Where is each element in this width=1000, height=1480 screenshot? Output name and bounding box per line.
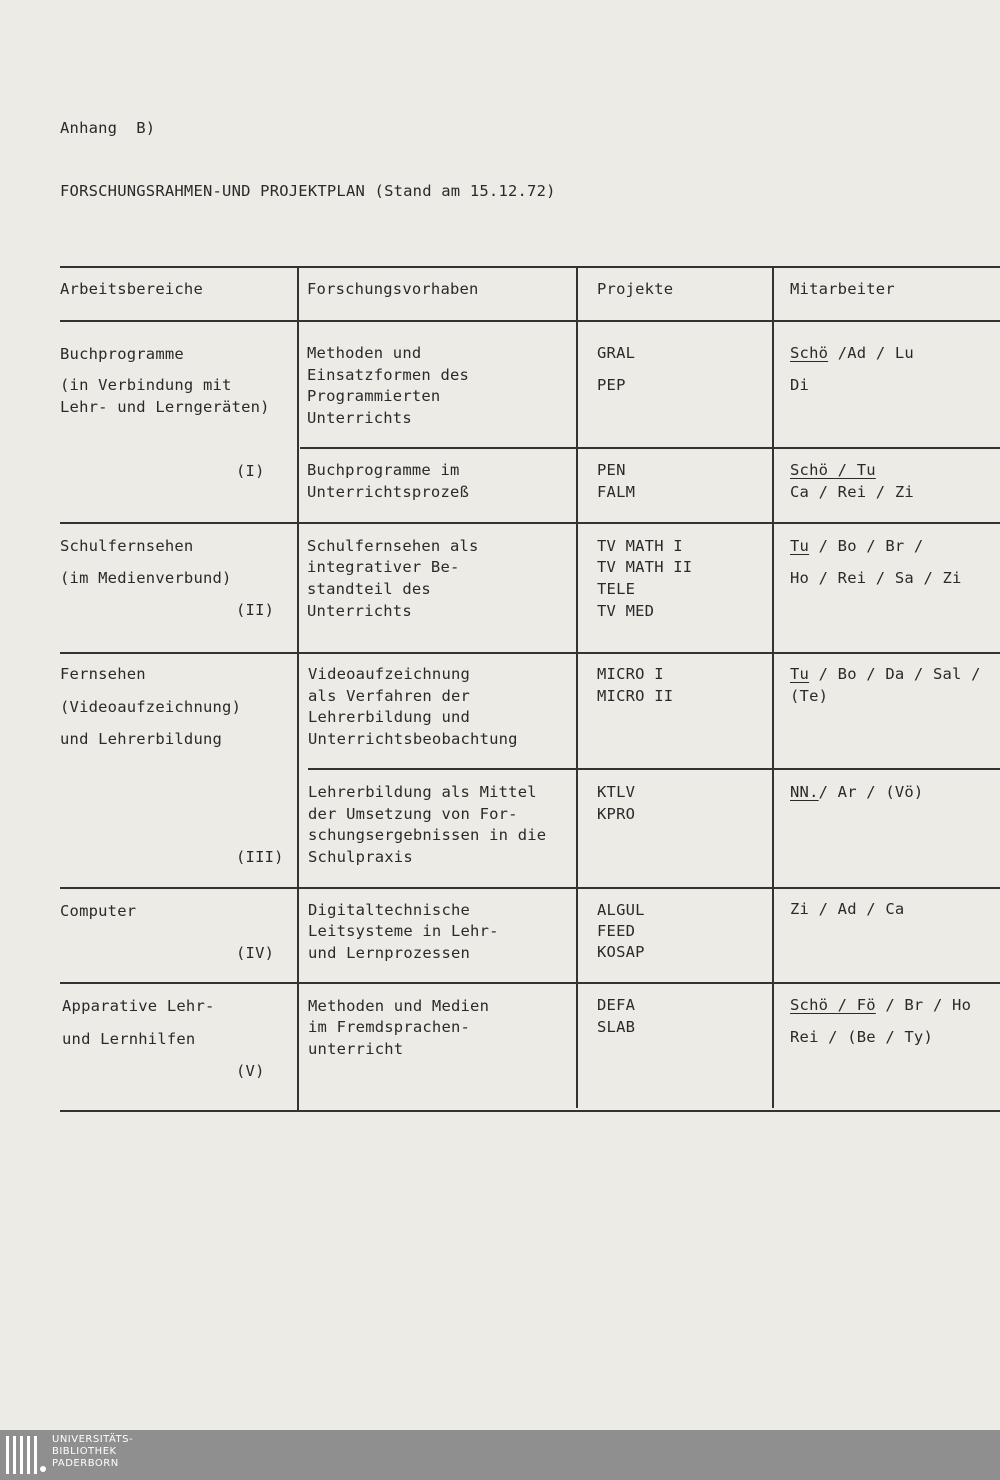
staff-list: (Te) [790, 687, 829, 705]
vorhaben-text: Methoden und [307, 344, 422, 362]
project-code: SLAB [597, 1018, 636, 1036]
staff-list: Di [790, 376, 810, 394]
area-number: (II) [236, 601, 275, 619]
staff-others: / Bo / Br / [809, 537, 924, 555]
staff-list [790, 664, 981, 686]
column-header-arbeitsbereiche: Arbeitsbereiche [60, 280, 203, 298]
project-code: KPRO [597, 805, 636, 823]
vorhaben-text: im Fremdsprachen- [308, 1018, 471, 1036]
staff-others: / Ar / (Vö) [818, 783, 924, 801]
project-code: DEFA [597, 996, 636, 1014]
column-header-forschungsvorhaben: Forschungsvorhaben [307, 280, 479, 298]
column-header-projekte: Projekte [597, 280, 674, 298]
area-label: Computer [60, 902, 137, 920]
project-code: TV MATH I [597, 537, 683, 555]
vorhaben-text: der Umsetzung von For- [308, 805, 518, 823]
project-code: KOSAP [597, 943, 645, 961]
staff-list: Zi / Ad / Ca [790, 900, 905, 918]
project-code: FEED [597, 922, 636, 940]
vorhaben-text: Einsatzformen des [307, 366, 470, 384]
project-code: FALM [597, 483, 636, 501]
area-label: und Lehrerbildung [60, 730, 223, 748]
appendix-label: Anhang B) [60, 119, 156, 137]
project-code: KTLV [597, 783, 636, 801]
vorhaben-text: unterricht [308, 1040, 404, 1058]
staff-lead: Schö / Tu [790, 461, 876, 479]
page-title: FORSCHUNGSRAHMEN-UND PROJEKTPLAN (Stand am 15.12.72) [60, 182, 556, 200]
area-label: Apparative Lehr- [62, 997, 215, 1015]
vorhaben-text: als Verfahren der [308, 687, 471, 705]
project-code: ALGUL [597, 901, 645, 919]
vorhaben-text: Lehrerbildung und [308, 708, 471, 726]
area-label: Lehr- und Lerngeräten) [60, 398, 270, 416]
vorhaben-text: Videoaufzeichnung [308, 665, 471, 683]
staff-lead: Schö [790, 344, 829, 362]
project-code: GRAL [597, 344, 636, 362]
area-number: (I) [236, 462, 265, 480]
vorhaben-text: integrativer Be- [307, 558, 460, 576]
project-code: PEN [597, 461, 626, 479]
project-code: MICRO I [597, 665, 664, 683]
area-number: (IV) [236, 944, 275, 962]
vorhaben-text: Unterrichts [307, 409, 412, 427]
staff-list [790, 782, 923, 804]
area-number: (III) [236, 848, 284, 866]
staff-list [790, 536, 923, 558]
vorhaben-text: Programmierten [307, 387, 441, 405]
project-code: TV MED [597, 602, 655, 620]
vorhaben-text: Methoden und Medien [308, 997, 490, 1015]
vorhaben-text: Schulfernsehen als [307, 537, 479, 555]
project-code: MICRO II [597, 687, 674, 705]
vorhaben-text: Unterrichtsprozeß [307, 483, 470, 501]
vorhaben-text: standteil des [307, 580, 431, 598]
area-number: (V) [236, 1062, 265, 1080]
area-label: (in Verbindung mit [60, 376, 232, 394]
area-label: Buchprogramme [60, 345, 184, 363]
vorhaben-text: Buchprogramme im [307, 461, 460, 479]
library-logo-icon [6, 1436, 46, 1474]
staff-lead: Tu [790, 665, 810, 683]
staff-lead: Tu [790, 537, 810, 555]
project-code: TV MATH II [597, 558, 693, 576]
area-label: (im Medienverbund) [60, 569, 232, 587]
staff-list [790, 995, 971, 1017]
staff-list: Ho / Rei / Sa / Zi [790, 569, 962, 587]
staff-lead: Schö / Fö [790, 996, 876, 1014]
vorhaben-text: Lehrerbildung als Mittel [308, 783, 537, 801]
vorhaben-text: Leitsysteme in Lehr- [308, 922, 499, 940]
vorhaben-text: und Lernprozessen [308, 944, 471, 962]
library-footer [0, 1430, 1000, 1480]
vorhaben-text: Digitaltechnische [308, 901, 471, 919]
staff-lead: NN. [790, 783, 819, 801]
vorhaben-text: Unterrichtsbeobachtung [308, 730, 518, 748]
staff-list [790, 343, 914, 365]
project-code: PEP [597, 376, 626, 394]
area-label: Fernsehen [60, 665, 146, 683]
area-label: (Videoaufzeichnung) [60, 698, 242, 716]
vorhaben-text: Unterrichts [307, 602, 412, 620]
staff-others: /Ad / Lu [837, 344, 914, 362]
area-label: und Lernhilfen [62, 1030, 196, 1048]
area-label: Schulfernsehen [60, 537, 194, 555]
staff-list: Ca / Rei / Zi [790, 483, 914, 501]
staff-others: / Br / Ho [875, 996, 972, 1014]
staff-others: / Bo / Da / Sal / [809, 665, 981, 683]
vorhaben-text: schungsergebnissen in die [308, 826, 547, 844]
vorhaben-text: Schulpraxis [308, 848, 413, 866]
library-name: UNIVERSITÄTS- BIBLIOTHEK PADERBORN [52, 1434, 134, 1469]
column-header-mitarbeiter: Mitarbeiter [790, 280, 895, 298]
staff-list: Rei / (Be / Ty) [790, 1028, 933, 1046]
project-code: TELE [597, 580, 636, 598]
